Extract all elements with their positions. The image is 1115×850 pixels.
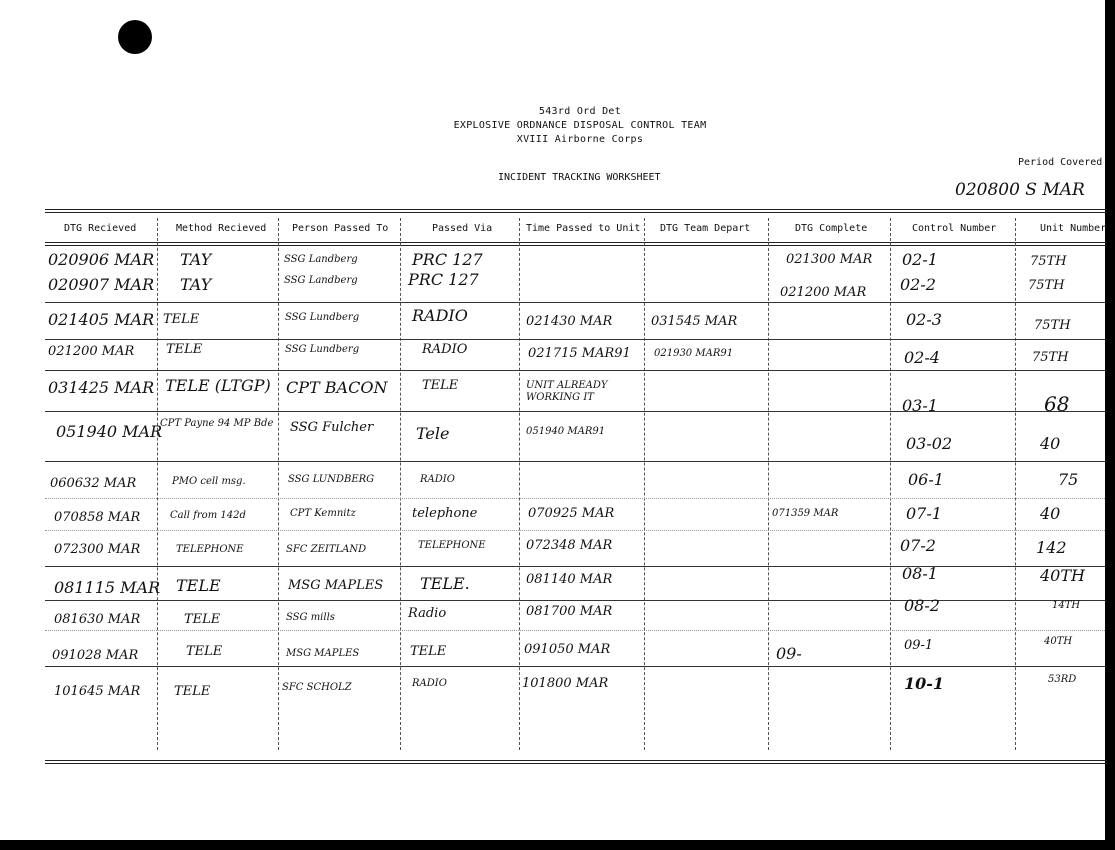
cell-dtg-received: 101645 MAR [54, 684, 141, 699]
cell-dtg-received: 060632 MAR [50, 476, 137, 491]
row-rule [45, 566, 1105, 567]
cell-unit-number: 68 [1044, 392, 1070, 416]
cell-passed-via: TELE [410, 644, 447, 659]
cell-method-received: TELE [174, 684, 211, 699]
cell-person-passed: MSG MAPLES [286, 648, 360, 659]
cell-person-passed: SSG LUNDBERG [288, 474, 375, 485]
cell-method-received: TELE [166, 342, 203, 357]
cell-control-number: 07-2 [900, 536, 936, 555]
cell-time-passed: 091050 MAR [524, 642, 611, 657]
column-separator [400, 218, 401, 750]
col-method-received: Method Recieved [176, 223, 267, 234]
cell-person-passed: SFC ZEITLAND [286, 544, 367, 555]
cell-dtg-received: 051940 MAR [56, 422, 163, 441]
row-rule [45, 600, 1105, 601]
cell-time-passed: 072348 MAR [526, 538, 613, 553]
cell-passed-via: TELEPHONE [418, 540, 486, 551]
row-rule [45, 630, 1105, 631]
cell-dtg-received: 021405 MAR [48, 310, 155, 329]
row-rule [45, 461, 1105, 462]
cell-method-received: TAY [180, 275, 212, 294]
cell-person-passed: SSG mills [286, 612, 335, 623]
row-rule [45, 339, 1105, 340]
cell-person-passed: CPT BACON [286, 378, 388, 397]
cell-time-passed: 070925 MAR [528, 506, 615, 521]
hole-punch-mark [118, 20, 152, 54]
cell-control-number: 03-1 [902, 396, 938, 415]
cell-method-received: TELEPHONE [176, 544, 244, 555]
column-separator [644, 218, 645, 750]
period-covered-value: 020800 S MAR [955, 180, 1085, 200]
cell-dtg-received: 081115 MAR [54, 578, 161, 597]
cell-control-number: 03-02 [906, 434, 953, 453]
cell-time-passed: 021715 MAR91 [528, 346, 631, 361]
row-rule [45, 498, 1105, 499]
cell-passed-via: Tele [416, 424, 450, 443]
column-separator [519, 218, 520, 750]
cell-passed-via: RADIO [412, 306, 468, 325]
cell-control-number: 02-4 [904, 348, 940, 367]
cell-control-number: 02-1 [902, 250, 938, 269]
cell-dtg-received: 031425 MAR [48, 378, 155, 397]
cell-person-passed: SFC SCHOLZ [282, 682, 352, 693]
period-covered-label: Period Covered [1018, 157, 1103, 168]
cell-time-passed: 051940 MAR91 [526, 426, 606, 437]
cell-person-passed: SSG Lundberg [285, 344, 360, 355]
cell-dtg-complete: 021300 MAR [786, 252, 873, 267]
cell-person-passed: SSG Lundberg [285, 312, 360, 323]
cell-unit-number: 142 [1036, 538, 1067, 557]
corps-name: XVIII Airborne Corps [516, 134, 644, 145]
cell-time-passed: 081140 MAR [526, 572, 613, 587]
row-rule [45, 411, 1105, 412]
column-separator [768, 218, 769, 750]
cell-person-passed: MSG MAPLES [288, 578, 384, 593]
team-name: EXPLOSIVE ORDNANCE DISPOSAL CONTROL TEAM [453, 120, 707, 131]
org-name: 543rd Ord Det [538, 106, 622, 117]
cell-control-number: 02-2 [900, 275, 936, 294]
cell-unit-number: 40TH [1040, 566, 1085, 585]
cell-method-received: TELE [176, 576, 221, 595]
cell-passed-via: TELE. [420, 574, 470, 593]
column-separator [890, 218, 891, 750]
cell-dtg-complete: 021200 MAR [780, 285, 867, 300]
cell-time-passed: 081700 MAR [526, 604, 613, 619]
cell-dtg-received: 091028 MAR [52, 648, 139, 663]
cell-method-received: PMO cell msg. [172, 476, 246, 487]
col-unit-number: Unit Number [1040, 223, 1107, 234]
table-bottom-rule [45, 760, 1107, 764]
column-separator [1015, 218, 1016, 750]
cell-person-passed: SSG Fulcher [290, 420, 374, 435]
col-time-passed: Time Passed to Unit [526, 223, 641, 234]
cell-unit-number: 40 [1040, 434, 1061, 453]
cell-method-received: CPT Payne 94 MP Bde [160, 418, 274, 429]
col-control-number: Control Number [912, 223, 997, 234]
cell-dtg-complete: 071359 MAR [772, 508, 839, 519]
col-passed-via: Passed Via [432, 223, 493, 234]
cell-control-number: 08-2 [904, 596, 940, 615]
cell-unit-number: 14TH [1052, 600, 1081, 611]
column-separator [278, 218, 279, 750]
scan-edge-bottom [0, 840, 1115, 850]
cell-passed-via: TELE [422, 378, 459, 393]
cell-dtg-received: 070858 MAR [54, 510, 141, 525]
cell-method-received: TELE [186, 644, 223, 659]
col-dtg-received: DTG Recieved [64, 223, 137, 234]
cell-dtg-received: 081630 MAR [54, 612, 141, 627]
cell-time-passed: 101800 MAR [522, 676, 609, 691]
cell-team-depart: 031545 MAR [651, 314, 738, 329]
cell-person-passed: SSG Landberg [284, 275, 358, 286]
cell-control-number: 02-3 [906, 310, 942, 329]
cell-unit-number: 75TH [1034, 318, 1071, 333]
cell-unit-number: 75TH [1028, 278, 1065, 293]
row-rule [45, 666, 1105, 667]
cell-method-received: TELE [163, 312, 200, 327]
cell-unit-number: 75 [1058, 470, 1079, 489]
cell-unit-number: 75TH [1032, 350, 1069, 365]
cell-dtg-complete: 09- [776, 644, 802, 663]
cell-passed-via: PRC 127 [408, 270, 479, 289]
cell-method-received: TELE (LTGP) [165, 376, 271, 395]
table-header-rule [45, 242, 1107, 246]
cell-unit-number: 53RD [1048, 674, 1077, 685]
col-person-passed: Person Passed To [292, 223, 389, 234]
row-rule [45, 530, 1105, 531]
cell-person-passed: CPT Kemnitz [290, 508, 356, 519]
cell-control-number: 10-1 [904, 674, 945, 693]
cell-control-number: 07-1 [906, 504, 942, 523]
row-rule [45, 302, 1105, 303]
cell-unit-number: 40 [1040, 504, 1061, 523]
cell-time-passed: UNIT ALREADY WORKING IT [526, 380, 608, 403]
cell-dtg-received: 020906 MAR [48, 250, 155, 269]
cell-passed-via: Radio [408, 606, 447, 621]
cell-time-passed: 021430 MAR [526, 314, 613, 329]
cell-method-received: TAY [180, 250, 212, 269]
cell-passed-via: RADIO [420, 474, 455, 485]
cell-team-depart: 021930 MAR91 [654, 348, 734, 359]
column-separator [157, 218, 158, 750]
cell-unit-number: 40TH [1044, 636, 1073, 647]
cell-person-passed: SSG Landberg [284, 254, 358, 265]
cell-dtg-received: 021200 MAR [48, 344, 135, 359]
cell-passed-via: telephone [412, 506, 478, 521]
cell-dtg-received: 072300 MAR [54, 542, 141, 557]
row-rule [45, 370, 1105, 371]
cell-method-received: TELE [184, 612, 221, 627]
cell-control-number: 06-1 [908, 470, 944, 489]
cell-method-received: Call from 142d [170, 510, 246, 521]
cell-dtg-received: 020907 MAR [48, 275, 155, 294]
cell-passed-via: RADIO [422, 342, 468, 357]
cell-control-number: 09-1 [904, 638, 934, 653]
col-team-depart: DTG Team Depart [660, 223, 751, 234]
table-top-rule [45, 209, 1107, 213]
col-dtg-complete: DTG Complete [795, 223, 868, 234]
cell-passed-via: PRC 127 [412, 250, 483, 269]
worksheet-title: INCIDENT TRACKING WORKSHEET [498, 172, 661, 183]
cell-unit-number: 75TH [1030, 254, 1067, 269]
cell-control-number: 08-1 [902, 564, 938, 583]
cell-passed-via: RADIO [412, 678, 447, 689]
